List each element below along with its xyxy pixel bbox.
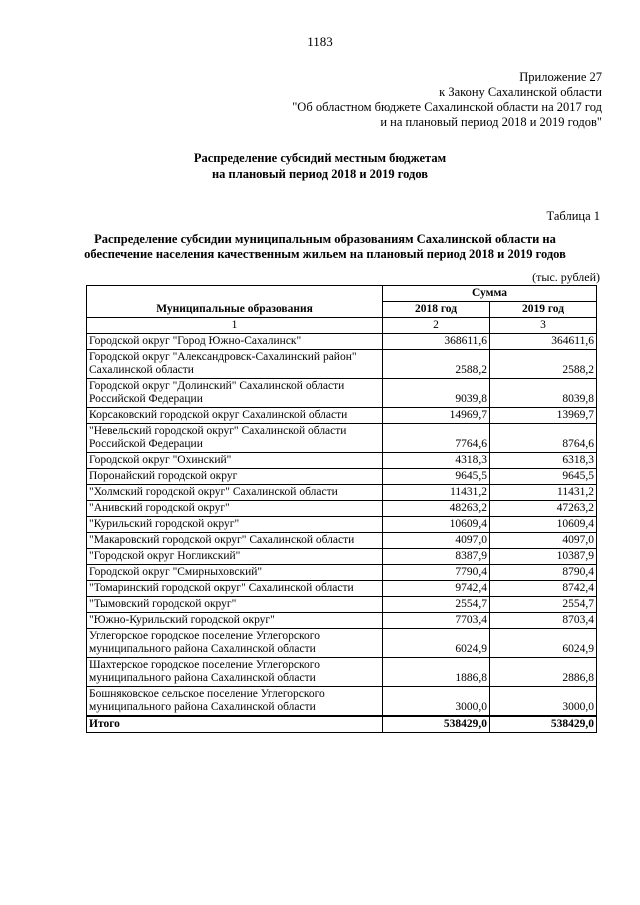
subsidy-table [86, 285, 597, 733]
row-value-2018: 1886,8 [383, 658, 490, 687]
header-sum: Сумма [383, 286, 597, 302]
appendix-line-1: Приложение 27 [519, 70, 602, 84]
row-municipality-name: Городской округ "Смирныховский" [87, 565, 383, 581]
units-label: (тыс. рублей) [532, 270, 600, 284]
table-row [87, 379, 597, 408]
table-row [87, 517, 597, 533]
table-row [87, 629, 597, 658]
row-municipality-name: Городской округ "Александровск-Сахалинский район" Сахалинской области [87, 350, 383, 379]
table-row [87, 549, 597, 565]
table-row [87, 485, 597, 501]
table-row [87, 533, 597, 549]
row-value-2018: 3000,0 [383, 687, 490, 717]
total-label: Итого [87, 716, 383, 733]
row-municipality-name: "Тымовский городской округ" [87, 597, 383, 613]
row-value-2018: 6024,9 [383, 629, 490, 658]
row-municipality-name: Углегорское городское поселение Углегорского муниципального района Сахалинской области [87, 629, 383, 658]
table-row [87, 424, 597, 453]
row-value-2018: 4097,0 [383, 533, 490, 549]
row-value-2018: 4318,3 [383, 453, 490, 469]
header-year-2018: 2018 год [383, 302, 490, 318]
row-municipality-name: Корсаковский городской округ Сахалинской области [87, 408, 383, 424]
appendix-line-3: "Об областном бюджете Сахалинской области на 2017 год [292, 100, 602, 114]
row-value-2019: 6318,3 [490, 453, 597, 469]
row-value-2019: 8039,8 [490, 379, 597, 408]
column-index-2: 2 [383, 318, 490, 334]
column-index-3: 3 [490, 318, 597, 334]
table-row [87, 565, 597, 581]
table-row [87, 350, 597, 379]
row-municipality-name: "Курильский городской округ" [87, 517, 383, 533]
row-value-2018: 10609,4 [383, 517, 490, 533]
header-row-1 [87, 286, 597, 302]
row-municipality-name: "Макаровский городской округ" Сахалинской области [87, 533, 383, 549]
header-municipality: Муниципальные образования [87, 286, 383, 318]
row-value-2019: 2588,2 [490, 350, 597, 379]
table-row [87, 453, 597, 469]
row-value-2018: 9039,8 [383, 379, 490, 408]
row-value-2018: 7703,4 [383, 613, 490, 629]
header-year-2019: 2019 год [490, 302, 597, 318]
row-value-2019: 10609,4 [490, 517, 597, 533]
table-subtitle [40, 232, 610, 262]
row-value-2018: 7764,6 [383, 424, 490, 453]
table-row [87, 581, 597, 597]
total-2019: 538429,0 [490, 716, 597, 733]
row-value-2019: 8764,6 [490, 424, 597, 453]
row-value-2019: 3000,0 [490, 687, 597, 717]
row-value-2019: 8790,4 [490, 565, 597, 581]
row-value-2018: 368611,6 [383, 334, 490, 350]
row-value-2018: 14969,7 [383, 408, 490, 424]
title-line-1: Распределение субсидий местным бюджетам [193, 151, 447, 165]
row-value-2019: 13969,7 [490, 408, 597, 424]
row-value-2019: 2886,8 [490, 658, 597, 687]
row-municipality-name: Городской округ "Город Южно-Сахалинск" [87, 334, 383, 350]
row-municipality-name: Поронайский городской округ [87, 469, 383, 485]
row-municipality-name: "Южно-Курильский городской округ" [87, 613, 383, 629]
row-municipality-name: Городской округ "Охинский" [87, 453, 383, 469]
row-value-2019: 11431,2 [490, 485, 597, 501]
table-row [87, 334, 597, 350]
row-value-2018: 9742,4 [383, 581, 490, 597]
row-municipality-name: Шахтерское городское поселение Углегорского муниципального района Сахалинской области [87, 658, 383, 687]
table-row [87, 501, 597, 517]
table-row [87, 687, 597, 717]
table-body [87, 334, 597, 717]
row-municipality-name: "Анивский городской округ" [87, 501, 383, 517]
appendix-block [292, 70, 602, 130]
subtitle-line-2: обеспечение населения качественным жильем на плановый период 2018 и 2019 годов [84, 247, 566, 261]
column-index-row [87, 318, 597, 334]
row-municipality-name: "Томаринский городской округ" Сахалинской области [87, 581, 383, 597]
appendix-line-4: и на плановый период 2018 и 2019 годов" [380, 115, 602, 129]
row-municipality-name: "Невельский городской округ" Сахалинской области Российской Федерации [87, 424, 383, 453]
total-row [87, 716, 597, 733]
row-municipality-name: "Холмский городской округ" Сахалинской области [87, 485, 383, 501]
column-index-1: 1 [87, 318, 383, 334]
row-value-2018: 2554,7 [383, 597, 490, 613]
row-municipality-name: Бошняковское сельское поселение Углегорского муниципального района Сахалинской области [87, 687, 383, 717]
row-value-2019: 10387,9 [490, 549, 597, 565]
document-title [0, 150, 640, 182]
row-value-2019: 6024,9 [490, 629, 597, 658]
row-value-2019: 364611,6 [490, 334, 597, 350]
appendix-line-2: к Закону Сахалинской области [439, 85, 602, 99]
row-value-2018: 11431,2 [383, 485, 490, 501]
page-number: 1183 [307, 34, 333, 49]
row-value-2019: 4097,0 [490, 533, 597, 549]
table-row [87, 469, 597, 485]
table-row [87, 408, 597, 424]
row-value-2019: 47263,2 [490, 501, 597, 517]
subtitle-line-1: Распределение субсидии муниципальным образованиям Сахалинской области на [94, 232, 556, 246]
total-2018: 538429,0 [383, 716, 490, 733]
row-value-2018: 48263,2 [383, 501, 490, 517]
row-value-2018: 7790,4 [383, 565, 490, 581]
table-label: Таблица 1 [546, 209, 600, 223]
row-value-2019: 9645,5 [490, 469, 597, 485]
row-value-2019: 8703,4 [490, 613, 597, 629]
row-value-2018: 2588,2 [383, 350, 490, 379]
table-row [87, 597, 597, 613]
row-value-2019: 8742,4 [490, 581, 597, 597]
row-municipality-name: "Городской округ Ногликский" [87, 549, 383, 565]
row-value-2018: 8387,9 [383, 549, 490, 565]
title-line-2: на плановый период 2018 и 2019 годов [211, 167, 429, 181]
row-value-2018: 9645,5 [383, 469, 490, 485]
row-municipality-name: Городской округ "Долинский" Сахалинской области Российской Федерации [87, 379, 383, 408]
table-row [87, 658, 597, 687]
table-row [87, 613, 597, 629]
row-value-2019: 2554,7 [490, 597, 597, 613]
